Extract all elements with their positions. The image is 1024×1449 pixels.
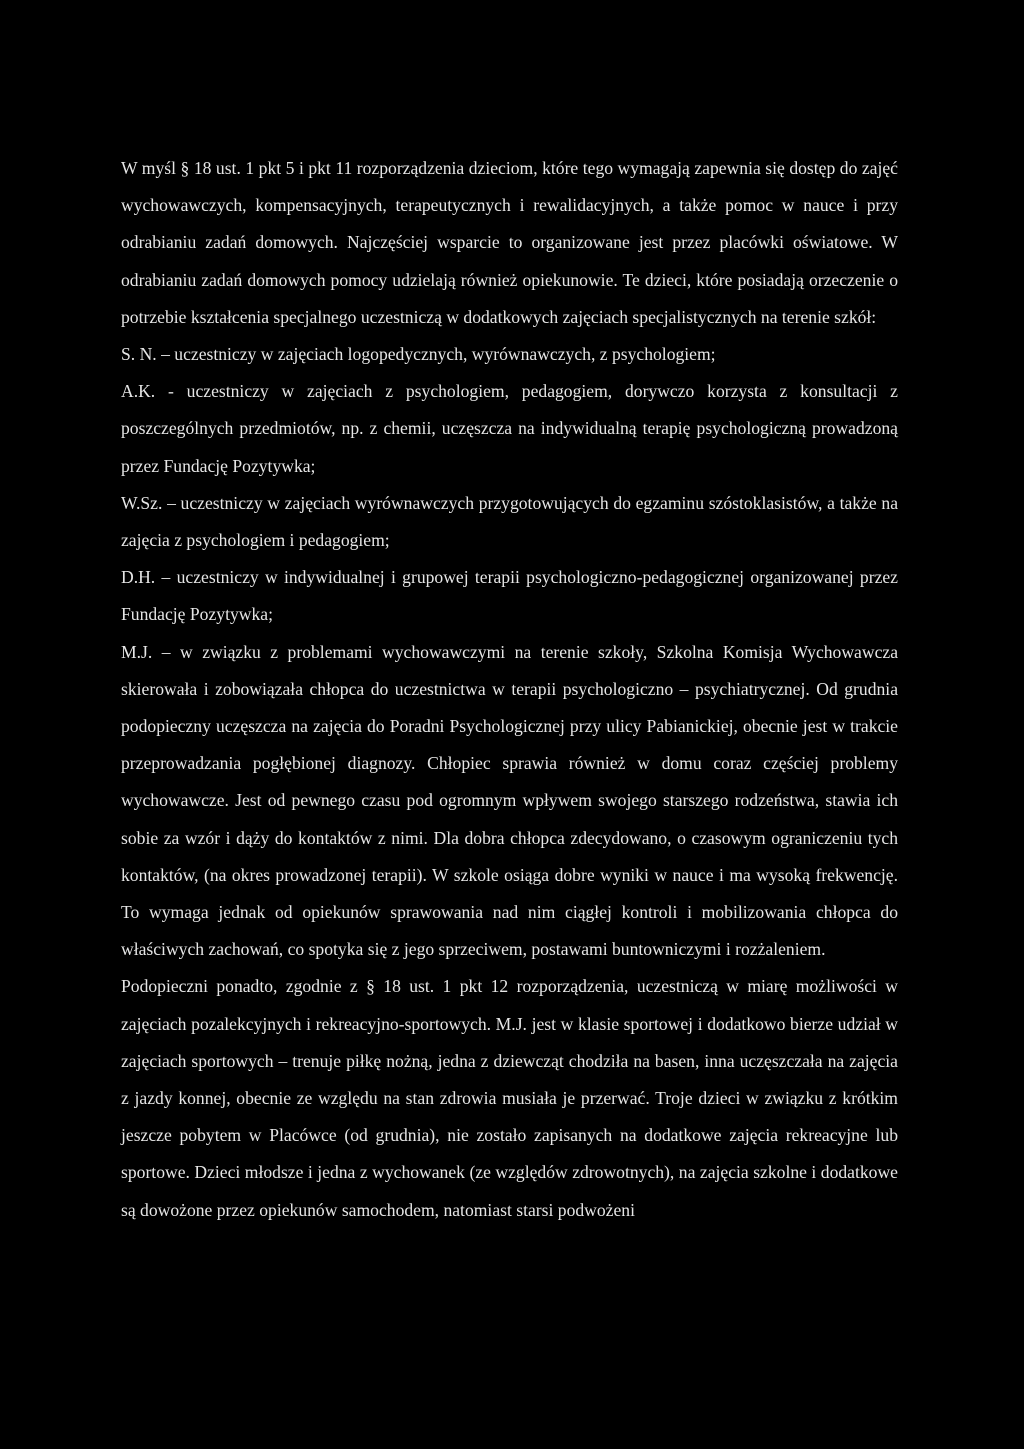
paragraph-dh: D.H. – uczestniczy w indywidualnej i grupowej terapii psychologiczno-pedagogicznej organizowanej przez Fundację Pozytywka; (121, 567, 898, 625)
paragraph-intro: W myśl § 18 ust. 1 pkt 5 i pkt 11 rozporządzenia dzieciom, które tego wymagają zapewnia się dostęp do zajęć wychowawczych, kompensacyjnych, terapeutycznych i rewalidacyjnych, a także pomoc w nauce i przy odrabianiu zadań domowych. Najczęściej wsparcie to organizowane jest przez placówki oświatowe. W odrabianiu zadań domowych pomocy udzielają również opiekunowie. Te dzieci, które posiadają orzeczenie o potrzebie kształcenia specjalnego uczestniczą w dodatkowych zajęciach specjalistycznych na terenie szkół: (121, 158, 898, 327)
paragraph-ak: A.K. - uczestniczy w zajęciach z psychologiem, pedagogiem, dorywczo korzysta z konsultacji z poszczególnych przedmiotów, np. z chemii, uczęszcza na indywidualną terapię psychologiczną prowadzoną przez Fundację Pozytywka; (121, 381, 898, 476)
paragraph-extracurricular: Podopieczni ponadto, zgodnie z § 18 ust. 1 pkt 12 rozporządzenia, uczestniczą w miarę możliwości w zajęciach pozalekcyjnych i rekreacyjno-sportowych. M.J. jest w klasie sportowej i dodatkowo bierze udział w zajęciach sportowych – trenuje piłkę nożną, jedna z dziewcząt chodziła na basen, inna uczęszczała na zajęcia z jazdy konnej, obecnie ze względu na stan zdrowia musiała je przerwać. Troje dzieci w związku z krótkim jeszcze pobytem w Placówce (od grudnia), nie zostało zapisanych na dodatkowe zajęcia rekreacyjne lub sportowe. Dzieci młodsze i jedna z wychowanek (ze względów zdrowotnych), na zajęcia szkolne i dodatkowe są dowożone przez opiekunów samochodem, natomiast starsi podwożeni (121, 976, 898, 1220)
document-page (121, 150, 898, 1229)
paragraph-wsz: W.Sz. – uczestniczy w zajęciach wyrównawczych przygotowujących do egzaminu szóstoklasistów, a także na zajęcia z psychologiem i pedagogiem; (121, 492, 898, 551)
paragraph-mj: M.J. – w związku z problemami wychowawczymi na terenie szkoły, Szkolna Komisja Wychowawcza skierowała i zobowiązała chłopca do uczestnictwa w terapii psychologiczno – psychiatrycznej. Od grudnia podopieczny uczęszcza na zajęcia do Poradni Psychologicznej przy ulicy Pabianickiej, obecnie jest w trakcie przeprowadzania pogłębionej diagnozy. Chłopiec sprawia również w domu coraz częściej problemy wychowawcze. Jest od pewnego czasu pod ogromnym wpływem swojego starszego rodzeństwa, stawia ich sobie za wzór i dąży do kontaktów z nimi. Dla dobra chłopca zdecydowano, o czasowym ograniczeniu tych kontaktów, (na okres prowadzonej terapii). W szkole osiąga dobre wyniki w nauce i ma wysoką frekwencję. To wymaga jednak od opiekunów sprawowania nad nim ciągłej kontroli i mobilizowania chłopca do właściwych zachowań, co spotyka się z jego sprzeciwem, postawami buntowniczymi i rozżaleniem. (121, 641, 898, 960)
paragraph-sn: S. N. – uczestniczy w zajęciach logopedycznych, wyrównawczych, z psychologiem; (121, 344, 716, 365)
